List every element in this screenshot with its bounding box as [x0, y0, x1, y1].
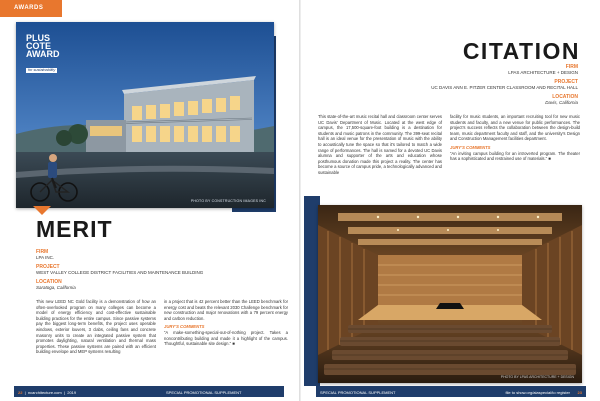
recital-hall-illustration — [318, 205, 582, 383]
project-value: UC DAVIS ANN E. PITZER CENTER CLASSROOM AND RECITAL HALL — [431, 85, 578, 90]
merit-body-col-1 — [36, 299, 156, 355]
badge-line-4: for sustainability — [28, 68, 56, 72]
right-page-number: 23 — [577, 389, 582, 395]
merit-body-text-2: in a project that is 42 percent better than the LEED benchmark for energy cost and beats the relevant 2030 Challenge benchmark for new construction and major renovations with a 79 percent energy and carbon reduction. — [164, 299, 288, 321]
merit-firm — [36, 249, 54, 261]
merit-body-text-1: This new LEED NC Gold facility is a demonstration of how an often-overlooked program on many colleges can become a model of energy efficiency and cost-effective sustainable building practices for the entire campus. Since passive systems pay the biggest long-term benefits, the project uses operable windows, exterior louvers, 3 clabs, ceiling fans and concrete masonry units to create an integrated passive system that promotes daylighting, natural ventilation and thermal mass properties. These passive systems are paired with an efficient building envelope and MEP systems resulting — [36, 299, 156, 355]
merit-jury-label: JURY'S COMMENTS — [164, 324, 205, 330]
left-footer-site: ncarchitecture.com — [27, 389, 62, 395]
citation-body-text-1: This state-of-the-art music recital hall and classroom center serves UC Davis' Department of Music. Located at the west edge of campus, the 17,500-square-foot building is a destination for students and music patrons in the community. The 399-seat recital hall is an ideal venue for the presentation of music with the ability to acoustically tune the space so that it's tailored to match a wide range of performances. The hall is named for a devoted UC Davis alumna and supporter of the arts and education whose posthumous donation made this project a reality. The center has become a source of campus pride, a technologically advanced and sustainable — [318, 114, 442, 175]
citation-heading: CITATION — [462, 38, 580, 64]
citation-jury-label: JURY'S COMMENTS — [450, 144, 491, 150]
citation-project — [431, 79, 578, 91]
citation-body-text-2: facility for music students, an important recruiting tool for new music students and faculty, and a new venue for public performances. The project's success reflects the collaboration between the design-build team, music department faculty and staff, and the university's Design and Construction Management facilities department. — [450, 114, 580, 142]
left-footer: 22 | ncarchitecture.com | 2019 SPECIAL PROMOTIONAL SUPPLEMENT — [14, 386, 284, 397]
citation-body-col-1 — [318, 114, 442, 176]
badge-line-3: AWARD — [26, 49, 60, 59]
citation-jury-text: “An inviting campus building for an introverted program. The theater has a sophisticated and restrained use of materials.” ■ — [450, 150, 580, 162]
citation-body-col-2 — [450, 114, 580, 162]
citation-location — [545, 94, 578, 106]
merit-body-col-2 — [164, 299, 288, 347]
photo-credit: PHOTO BY CONSTRUCTION IMAGES INC — [190, 199, 266, 203]
photo-credit: PHOTO BY LPAS ARCHITECTURE + DESIGN — [500, 375, 574, 379]
left-footer-date: 2019 — [67, 389, 77, 395]
firm-value: LPA INC. — [36, 255, 55, 260]
location-label: LOCATION — [552, 94, 578, 100]
orange-triangle-marker — [33, 206, 51, 215]
right-footer-site: file to show.org/aiaspecial/to register — [505, 389, 570, 395]
merit-heading: MERIT — [36, 216, 113, 242]
firm-value: LPAS ARCHITECTURE + DESIGN — [508, 70, 578, 75]
location-value: Saratoga, California — [36, 285, 76, 290]
plus-cote-award-badge — [26, 34, 72, 80]
section-tab: AWARDS — [0, 0, 62, 17]
left-page-number: 22 — [18, 389, 23, 395]
merit-project — [36, 264, 236, 276]
firm-label: FIRM — [565, 64, 578, 70]
citation-firm — [508, 64, 578, 76]
merit-jury-text: “A make-something-special-out-of-nothing project. Takes a noncontributing building and made it a highlight of the campus. Thoughtful, sustainable site design.” ■ — [164, 329, 288, 347]
location-value: Davis, California — [545, 100, 578, 105]
recital-hall-photo — [318, 205, 582, 383]
right-footer — [316, 386, 586, 397]
right-footer-center: SPECIAL PROMOTIONAL SUPPLEMENT — [320, 389, 396, 395]
page-gutter — [299, 0, 301, 401]
merit-location — [36, 279, 76, 291]
badge-line-2: COTE — [26, 41, 52, 51]
left-footer-center: SPECIAL PROMOTIONAL SUPPLEMENT — [166, 389, 242, 395]
project-value: WEST VALLEY COLLEGE DISTRICT FACILITIES AND MAINTENANCE BUILDING — [36, 270, 204, 275]
location-label: LOCATION — [36, 279, 62, 285]
badge-line-1: PLUS — [26, 33, 51, 43]
project-label: PROJECT — [554, 79, 578, 85]
project-label: PROJECT — [36, 264, 60, 270]
firm-label: FIRM — [36, 249, 49, 255]
